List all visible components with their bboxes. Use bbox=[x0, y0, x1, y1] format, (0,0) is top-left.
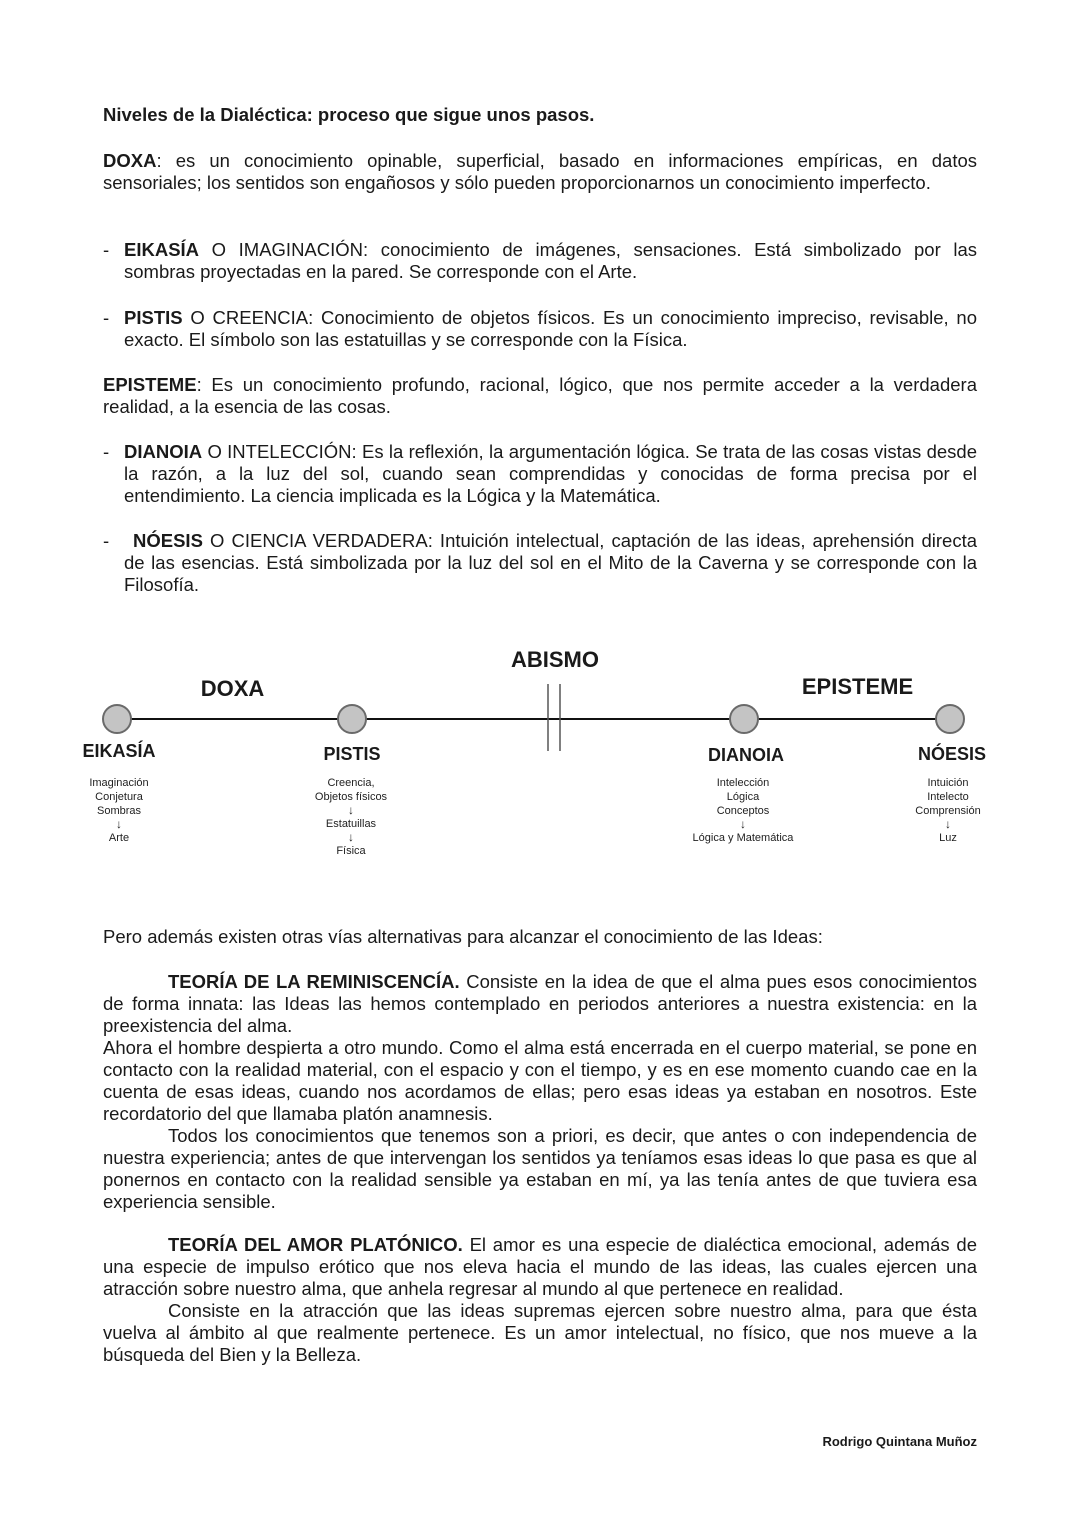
detail-line: Objetos físicos bbox=[314, 791, 388, 803]
node-pistis bbox=[338, 705, 366, 733]
detail-line: Estatuillas bbox=[325, 818, 377, 830]
reminiscencia-title: TEORÍA DE LA REMINISCENCÍA. bbox=[168, 971, 460, 992]
bullet-dash: - bbox=[103, 239, 110, 260]
node-eikasia bbox=[103, 705, 131, 733]
detail-line: Intelecto bbox=[927, 791, 969, 803]
detail-line: Creencia, bbox=[327, 777, 375, 789]
eikasia-term: EIKASÍA bbox=[124, 239, 200, 260]
noesis-text: O CIENCIA VERDADERA: Intuición intelectual, captación de las ideas, aprehensión directa de las esencias. Está simbolizada por la luz del sol en el Mito de la Caverna y se corresponde con la Filosofía. bbox=[124, 530, 977, 595]
detail-line: Conceptos bbox=[716, 805, 770, 817]
detail-line: Imaginación bbox=[89, 777, 149, 789]
eikasia-details bbox=[49, 776, 189, 845]
detail-line: Arte bbox=[108, 832, 130, 844]
alternatives-intro bbox=[103, 926, 977, 948]
detail-line: Intelección bbox=[716, 777, 770, 789]
down-arrow-icon: ↓ bbox=[945, 817, 951, 831]
down-arrow-icon: ↓ bbox=[116, 817, 122, 831]
detail-line: Sombras bbox=[96, 805, 142, 817]
detail-line: Luz bbox=[939, 832, 957, 844]
pistis-term: PISTIS bbox=[124, 307, 183, 328]
node-label-noesis: NÓESIS bbox=[917, 744, 987, 764]
node-label-pistis: PISTIS bbox=[323, 744, 381, 764]
alternatives-intro-text: Pero además existen otras vías alternativas para alcanzar el conocimiento de las Ideas: bbox=[103, 926, 823, 947]
doxa-paragraph bbox=[103, 150, 977, 194]
pistis-text: O CREENCIA: Conocimiento de objetos físicos. Es un conocimiento impreciso, revisable, no exacto. El símbolo son las estatuillas y se corresponde con la Física. bbox=[124, 307, 977, 350]
down-arrow-icon: ↓ bbox=[348, 803, 354, 817]
detail-line: Lógica bbox=[726, 791, 760, 803]
bullet-dianoia bbox=[103, 441, 977, 507]
author-signature: Rodrigo Quintana Muñoz bbox=[822, 1434, 977, 1449]
amor-p1: El amor es una especie de dialéctica emocional, además de una especie de impulso erótico que nos eleva hacia el mundo de las ideas, las cuales ejercen una atracción sobre nuestro alma, que anhela regresar al mundo al que pertenece en realidad. bbox=[103, 1234, 977, 1299]
label-episteme: EPISTEME bbox=[801, 674, 914, 699]
down-arrow-icon: ↓ bbox=[348, 830, 354, 844]
node-noesis bbox=[936, 705, 964, 733]
page-title: Niveles de la Dialéctica: proceso que sigue unos pasos. bbox=[103, 104, 595, 125]
bullet-dash: - bbox=[103, 530, 110, 551]
reminiscencia-section bbox=[103, 971, 977, 1213]
reminiscencia-p2: Ahora el hombre despierta a otro mundo. Como el alma está encerrada en el cuerpo material, se pone en contacto con la realidad material, con el espacio y con el tiempo, y es en ese momento cuando cae en la cuenta de esas ideas, cuando nos acordamos de ellas; pero esas ideas ya estaban en nosotros. Este recordatorio del que llamaba platón anamnesis. bbox=[103, 1037, 977, 1124]
reminiscencia-p3: Todos los conocimientos que tenemos son a priori, es decir, que antes o con independencia de nuestra experiencia; antes de que intervengan los sentidos ya teníamos esas ideas lo que pasa es que al ponernos en contacto con la realidad sensible ya estaban en mí, ya las tenía antes de que tuviera esa experiencia sensible. bbox=[103, 1125, 977, 1212]
doxa-text: : es un conocimiento opinable, superficial, basado en informaciones empíricas, en datos sensoriales; los sentidos son engañosos y sólo pueden proporcionarnos un conocimiento imperfecto. bbox=[103, 150, 977, 193]
detail-line: Comprensión bbox=[915, 805, 981, 817]
dianoia-text: O INTELECCIÓN: Es la reflexión, la argumentación lógica. Se trata de las cosas vistas desde la razón, a la luz del sol, cuando sean comprendidas y conocidas de forma precisa por el entendimiento. La ciencia implicada es la Lógica y la Matemática. bbox=[124, 441, 977, 506]
dianoia-details bbox=[673, 776, 813, 845]
noesis-details bbox=[878, 776, 1018, 845]
dianoia-term: DIANOIA bbox=[124, 441, 203, 462]
bullet-eikasia bbox=[103, 239, 977, 283]
noesis-term: NÓESIS bbox=[133, 530, 203, 551]
eikasia-text: O IMAGINACIÓN: conocimiento de imágenes, sensaciones. Está simbolizado por las sombras proyectadas en la pared. Se corresponde con el Arte. bbox=[124, 239, 977, 282]
dialectica-diagram bbox=[0, 630, 1080, 880]
doxa-term: DOXA bbox=[103, 150, 157, 171]
node-label-eikasia: EIKASÍA bbox=[82, 741, 156, 761]
node-label-dianoia: DIANOIA bbox=[708, 745, 784, 765]
node-dianoia bbox=[730, 705, 758, 733]
bullet-dash: - bbox=[103, 307, 110, 328]
detail-line: Intuición bbox=[927, 777, 969, 789]
episteme-text: : Es un conocimiento profundo, racional, lógico, que nos permite acceder a la verdadera realidad, a la esencia de las cosas. bbox=[103, 374, 977, 417]
label-abismo: ABISMO bbox=[511, 647, 599, 672]
detail-line: Lógica y Matemática bbox=[692, 832, 794, 844]
detail-line: Conjetura bbox=[95, 791, 143, 803]
amor-title: TEORÍA DEL AMOR PLATÓNICO. bbox=[168, 1234, 463, 1255]
pistis-details bbox=[281, 776, 421, 858]
bullet-pistis bbox=[103, 307, 977, 351]
reminiscencia-p1: Consiste en la idea de que el alma pues esos conocimientos de forma innata: las Ideas las hemos contemplado en periodos anteriores a nuestra existencia: en la preexistencia del alma. bbox=[103, 971, 977, 1036]
episteme-paragraph bbox=[103, 374, 977, 418]
detail-line: Física bbox=[336, 845, 366, 857]
bullet-noesis bbox=[103, 530, 977, 596]
label-doxa: DOXA bbox=[200, 676, 265, 701]
episteme-term: EPISTEME bbox=[103, 374, 197, 395]
bullet-dash: - bbox=[103, 441, 110, 462]
amor-p2: Consiste en la atracción que las ideas supremas ejercen sobre nuestro alma, para que ésta vuelva al ámbito al que realmente pertenece. Es un amor intelectual, no físico, que nos mueve a la búsqueda del Bien y la Belleza. bbox=[103, 1300, 977, 1365]
down-arrow-icon: ↓ bbox=[740, 817, 746, 831]
amor-section bbox=[103, 1234, 977, 1366]
